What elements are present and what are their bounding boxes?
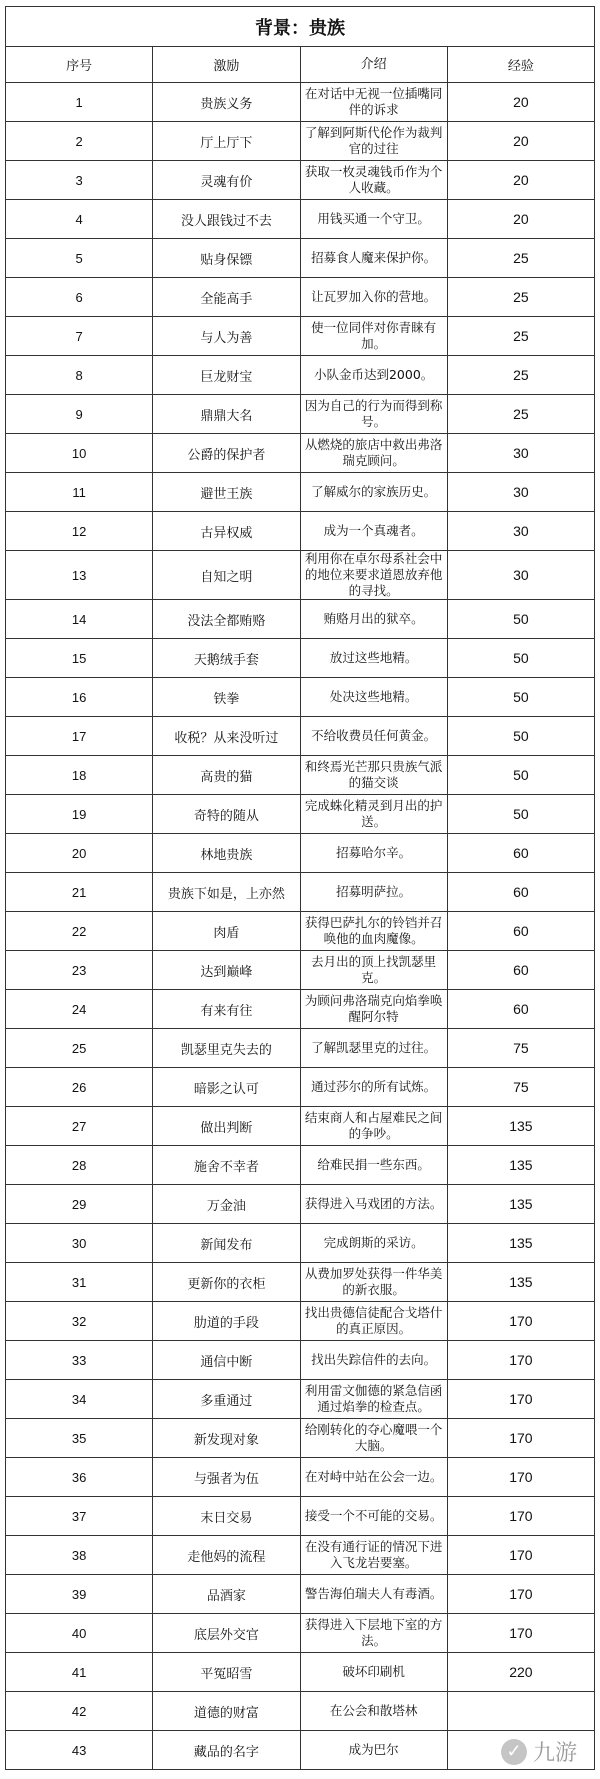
- row-name: 灵魂有价: [153, 161, 300, 200]
- row-desc: 去月出的顶上找凯瑟里克。: [300, 951, 447, 990]
- row-name: 末日交易: [153, 1497, 300, 1536]
- row-name: 肉盾: [153, 912, 300, 951]
- row-num: 10: [6, 434, 153, 473]
- row-num: 21: [6, 873, 153, 912]
- row-name: 巨龙财宝: [153, 356, 300, 395]
- row-num: 26: [6, 1068, 153, 1107]
- row-exp: 170: [447, 1614, 594, 1653]
- table-title: 背景：贵族: [6, 7, 595, 47]
- row-name: 奇特的随从: [153, 795, 300, 834]
- table-row: [6, 1458, 595, 1497]
- row-name: 避世王族: [153, 473, 300, 512]
- table-row: [6, 1536, 595, 1575]
- row-name: 走他妈的流程: [153, 1536, 300, 1575]
- row-num: 33: [6, 1341, 153, 1380]
- row-num: 25: [6, 1029, 153, 1068]
- table-row: [6, 951, 595, 990]
- row-num: 36: [6, 1458, 153, 1497]
- row-exp: 75: [447, 1029, 594, 1068]
- row-exp: 50: [447, 756, 594, 795]
- row-desc: 给难民捐一些东西。: [300, 1146, 447, 1185]
- row-exp: 30: [447, 551, 594, 600]
- table-row: [6, 122, 595, 161]
- table-row: [6, 600, 595, 639]
- row-desc: 在没有通行证的情况下进入飞龙岩要塞。: [300, 1536, 447, 1575]
- row-exp: 135: [447, 1185, 594, 1224]
- row-name: 施舍不幸者: [153, 1146, 300, 1185]
- table-row: [6, 1341, 595, 1380]
- table-row: [6, 1029, 595, 1068]
- header-desc: 介绍: [300, 47, 447, 83]
- row-name: 通信中断: [153, 1341, 300, 1380]
- row-desc: 利用你在卓尔母系社会中的地位来要求道恩放弃他的寻找。: [300, 551, 447, 600]
- row-num: 3: [6, 161, 153, 200]
- row-num: 28: [6, 1146, 153, 1185]
- row-name: 林地贵族: [153, 834, 300, 873]
- row-desc: 破坏印刷机: [300, 1653, 447, 1692]
- row-exp: 25: [447, 356, 594, 395]
- row-exp: 25: [447, 239, 594, 278]
- row-name: 与强者为伍: [153, 1458, 300, 1497]
- row-num: 8: [6, 356, 153, 395]
- row-exp: 170: [447, 1458, 594, 1497]
- row-exp: 60: [447, 990, 594, 1029]
- row-exp: 170: [447, 1341, 594, 1380]
- row-desc: 让瓦罗加入你的营地。: [300, 278, 447, 317]
- row-num: 34: [6, 1380, 153, 1419]
- table-row: [6, 1107, 595, 1146]
- row-exp: 170: [447, 1302, 594, 1341]
- row-num: 31: [6, 1263, 153, 1302]
- row-num: 38: [6, 1536, 153, 1575]
- row-desc: 了解威尔的家族历史。: [300, 473, 447, 512]
- table-row: [6, 512, 595, 551]
- row-num: 23: [6, 951, 153, 990]
- row-desc: 找出贵德信徒配合戈塔什的真正原因。: [300, 1302, 447, 1341]
- row-exp: 135: [447, 1263, 594, 1302]
- table-row: [6, 161, 595, 200]
- row-exp: 20: [447, 83, 594, 122]
- row-num: 30: [6, 1224, 153, 1263]
- row-exp: 170: [447, 1380, 594, 1419]
- table-row: [6, 873, 595, 912]
- row-name: 暗影之认可: [153, 1068, 300, 1107]
- row-num: 15: [6, 639, 153, 678]
- row-exp: 20: [447, 161, 594, 200]
- row-desc: 招募哈尔辛。: [300, 834, 447, 873]
- header-exp: 经验: [447, 47, 594, 83]
- row-exp: 170: [447, 1536, 594, 1575]
- table-row: [6, 678, 595, 717]
- row-num: 7: [6, 317, 153, 356]
- row-num: 24: [6, 990, 153, 1029]
- row-num: 6: [6, 278, 153, 317]
- row-name: 没人跟钱过不去: [153, 200, 300, 239]
- table-row: [6, 434, 595, 473]
- row-num: 1: [6, 83, 153, 122]
- nine-game-logo-icon: ✓: [501, 1739, 527, 1765]
- table-row: [6, 1146, 595, 1185]
- table-row: [6, 795, 595, 834]
- row-num: 14: [6, 600, 153, 639]
- row-exp: 50: [447, 717, 594, 756]
- table-row: [6, 395, 595, 434]
- row-desc: 贿赂月出的狱卒。: [300, 600, 447, 639]
- table-row: [6, 1068, 595, 1107]
- row-exp: 135: [447, 1224, 594, 1263]
- row-desc: 利用雷文伽德的紧急信函通过焰拳的检查点。: [300, 1380, 447, 1419]
- table-row: [6, 83, 595, 122]
- table-row: [6, 1302, 595, 1341]
- row-name: 藏品的名字: [153, 1731, 300, 1770]
- table-body: [6, 83, 595, 1770]
- row-desc: 小队金币达到2000。: [300, 356, 447, 395]
- row-exp: 60: [447, 873, 594, 912]
- table-row: [6, 990, 595, 1029]
- row-num: 18: [6, 756, 153, 795]
- row-name: 道德的财富: [153, 1692, 300, 1731]
- row-name: 与人为善: [153, 317, 300, 356]
- table-row: [6, 1224, 595, 1263]
- table-row: [6, 1380, 595, 1419]
- row-exp: 170: [447, 1575, 594, 1614]
- row-name: 贵族下如是，上亦然: [153, 873, 300, 912]
- table-title-row: [6, 7, 595, 47]
- row-exp: [447, 1692, 594, 1731]
- row-name: 多重通过: [153, 1380, 300, 1419]
- row-name: 更新你的衣柜: [153, 1263, 300, 1302]
- row-exp: 50: [447, 795, 594, 834]
- row-exp: 30: [447, 434, 594, 473]
- row-desc: 给刚转化的夺心魔喂一个大脑。: [300, 1419, 447, 1458]
- row-exp: 135: [447, 1107, 594, 1146]
- row-num: 20: [6, 834, 153, 873]
- row-name: 古异权威: [153, 512, 300, 551]
- row-num: 41: [6, 1653, 153, 1692]
- row-num: 39: [6, 1575, 153, 1614]
- row-name: 铁拳: [153, 678, 300, 717]
- row-exp: 60: [447, 912, 594, 951]
- row-desc: 在公会和散塔林: [300, 1692, 447, 1731]
- header-num: 序号: [6, 47, 153, 83]
- row-name: 凯瑟里克失去的: [153, 1029, 300, 1068]
- row-num: 11: [6, 473, 153, 512]
- row-name: 没法全都贿赂: [153, 600, 300, 639]
- row-name: 有来有往: [153, 990, 300, 1029]
- row-name: 厅上厅下: [153, 122, 300, 161]
- row-name: 万金油: [153, 1185, 300, 1224]
- row-desc: 从费加罗处获得一件华美的新衣服。: [300, 1263, 447, 1302]
- row-desc: 了解到阿斯代伦作为裁判官的过往: [300, 122, 447, 161]
- row-name: 高贵的猫: [153, 756, 300, 795]
- row-num: 5: [6, 239, 153, 278]
- row-desc: 获得进入马戏团的方法。: [300, 1185, 447, 1224]
- row-desc: 接受一个不可能的交易。: [300, 1497, 447, 1536]
- row-desc: 处决这些地精。: [300, 678, 447, 717]
- row-name: 新闻发布: [153, 1224, 300, 1263]
- row-desc: 完成朗斯的采访。: [300, 1224, 447, 1263]
- row-name: 肋道的手段: [153, 1302, 300, 1341]
- row-exp: 60: [447, 951, 594, 990]
- row-exp: 20: [447, 122, 594, 161]
- row-desc: 从燃烧的旅店中救出弗洛瑞克顾问。: [300, 434, 447, 473]
- row-desc: 使一位同伴对你青睐有加。: [300, 317, 447, 356]
- row-exp: 30: [447, 512, 594, 551]
- table-row: [6, 912, 595, 951]
- table-row: [6, 834, 595, 873]
- table-row: [6, 200, 595, 239]
- row-desc: 结束商人和占屋难民之间的争吵。: [300, 1107, 447, 1146]
- row-desc: 因为自己的行为而得到称号。: [300, 395, 447, 434]
- row-num: 42: [6, 1692, 153, 1731]
- table-row: [6, 1653, 595, 1692]
- row-desc: 完成蛛化精灵到月出的护送。: [300, 795, 447, 834]
- row-exp: 50: [447, 678, 594, 717]
- row-num: 32: [6, 1302, 153, 1341]
- row-num: 40: [6, 1614, 153, 1653]
- row-desc: 在对话中无视一位插嘴同伴的诉求: [300, 83, 447, 122]
- row-desc: 招募明萨拉。: [300, 873, 447, 912]
- row-exp: 135: [447, 1146, 594, 1185]
- row-desc: 放过这些地精。: [300, 639, 447, 678]
- table-row: [6, 1614, 595, 1653]
- row-num: 27: [6, 1107, 153, 1146]
- row-desc: 成为一个真魂者。: [300, 512, 447, 551]
- table-row: [6, 717, 595, 756]
- row-exp: 220: [447, 1653, 594, 1692]
- table-row: [6, 278, 595, 317]
- row-name: 达到巅峰: [153, 951, 300, 990]
- row-num: 43: [6, 1731, 153, 1770]
- table-row: [6, 356, 595, 395]
- table-row: [6, 1185, 595, 1224]
- header-name: 激励: [153, 47, 300, 83]
- watermark: [501, 1736, 577, 1767]
- row-desc: 获取一枚灵魂钱币作为个人收藏。: [300, 161, 447, 200]
- row-exp: 60: [447, 834, 594, 873]
- row-num: 29: [6, 1185, 153, 1224]
- row-desc: 了解凯瑟里克的过往。: [300, 1029, 447, 1068]
- row-name: 底层外交官: [153, 1614, 300, 1653]
- row-desc: 获得巴萨扎尔的铃铛并召唤他的血肉魔像。: [300, 912, 447, 951]
- row-name: 贵族义务: [153, 83, 300, 122]
- backgrounds-sheet: [5, 6, 595, 1775]
- row-desc: 获得进入下层地下室的方法。: [300, 1614, 447, 1653]
- row-name: 收税？从来没听过: [153, 717, 300, 756]
- row-num: 37: [6, 1497, 153, 1536]
- row-desc: 通过莎尔的所有试炼。: [300, 1068, 447, 1107]
- row-num: 2: [6, 122, 153, 161]
- table-row: [6, 473, 595, 512]
- row-desc: 警告海伯瑞夫人有毒酒。: [300, 1575, 447, 1614]
- table-row: [6, 1575, 595, 1614]
- row-desc: 和终焉光芒那只贵族气派的猫交谈: [300, 756, 447, 795]
- row-name: 贴身保镖: [153, 239, 300, 278]
- row-desc: 用钱买通一个守卫。: [300, 200, 447, 239]
- row-exp: 75: [447, 1068, 594, 1107]
- row-desc: 为顾问弗洛瑞克向焰拳唤醒阿尔特: [300, 990, 447, 1029]
- row-exp: 20: [447, 200, 594, 239]
- row-num: 22: [6, 912, 153, 951]
- row-name: 自知之明: [153, 551, 300, 600]
- row-name: 天鹅绒手套: [153, 639, 300, 678]
- row-name: 新发现对象: [153, 1419, 300, 1458]
- row-name: 公爵的保护者: [153, 434, 300, 473]
- row-desc: 找出失踪信件的去向。: [300, 1341, 447, 1380]
- row-desc: 招募食人魔来保护你。: [300, 239, 447, 278]
- row-num: 13: [6, 551, 153, 600]
- row-name: 平冤昭雪: [153, 1653, 300, 1692]
- row-exp: 50: [447, 600, 594, 639]
- row-exp: 170: [447, 1419, 594, 1458]
- row-exp: 25: [447, 278, 594, 317]
- table-row: [6, 1263, 595, 1302]
- row-desc: 成为巴尔: [300, 1731, 447, 1770]
- row-num: 9: [6, 395, 153, 434]
- row-num: 35: [6, 1419, 153, 1458]
- row-desc: 不给收费员任何黄金。: [300, 717, 447, 756]
- row-num: 4: [6, 200, 153, 239]
- table-row: [6, 639, 595, 678]
- row-desc: 在对峙中站在公会一边。: [300, 1458, 447, 1497]
- table-row: [6, 317, 595, 356]
- row-name: 做出判断: [153, 1107, 300, 1146]
- table-row: [6, 1692, 595, 1731]
- noble-inspiration-table: [5, 6, 595, 1770]
- header-row: [6, 47, 595, 83]
- table-row: [6, 551, 595, 600]
- row-exp: 30: [447, 473, 594, 512]
- table-row: [6, 1497, 595, 1536]
- table-row: [6, 1419, 595, 1458]
- row-name: 鼎鼎大名: [153, 395, 300, 434]
- row-num: 16: [6, 678, 153, 717]
- row-name: 品酒家: [153, 1575, 300, 1614]
- row-num: 17: [6, 717, 153, 756]
- table-row: [6, 756, 595, 795]
- row-name: 全能高手: [153, 278, 300, 317]
- watermark-text: 九游: [532, 1741, 577, 1766]
- row-exp: 25: [447, 395, 594, 434]
- row-exp: 170: [447, 1497, 594, 1536]
- row-num: 12: [6, 512, 153, 551]
- row-num: 19: [6, 795, 153, 834]
- row-exp: 50: [447, 639, 594, 678]
- row-exp: 25: [447, 317, 594, 356]
- table-row: [6, 239, 595, 278]
